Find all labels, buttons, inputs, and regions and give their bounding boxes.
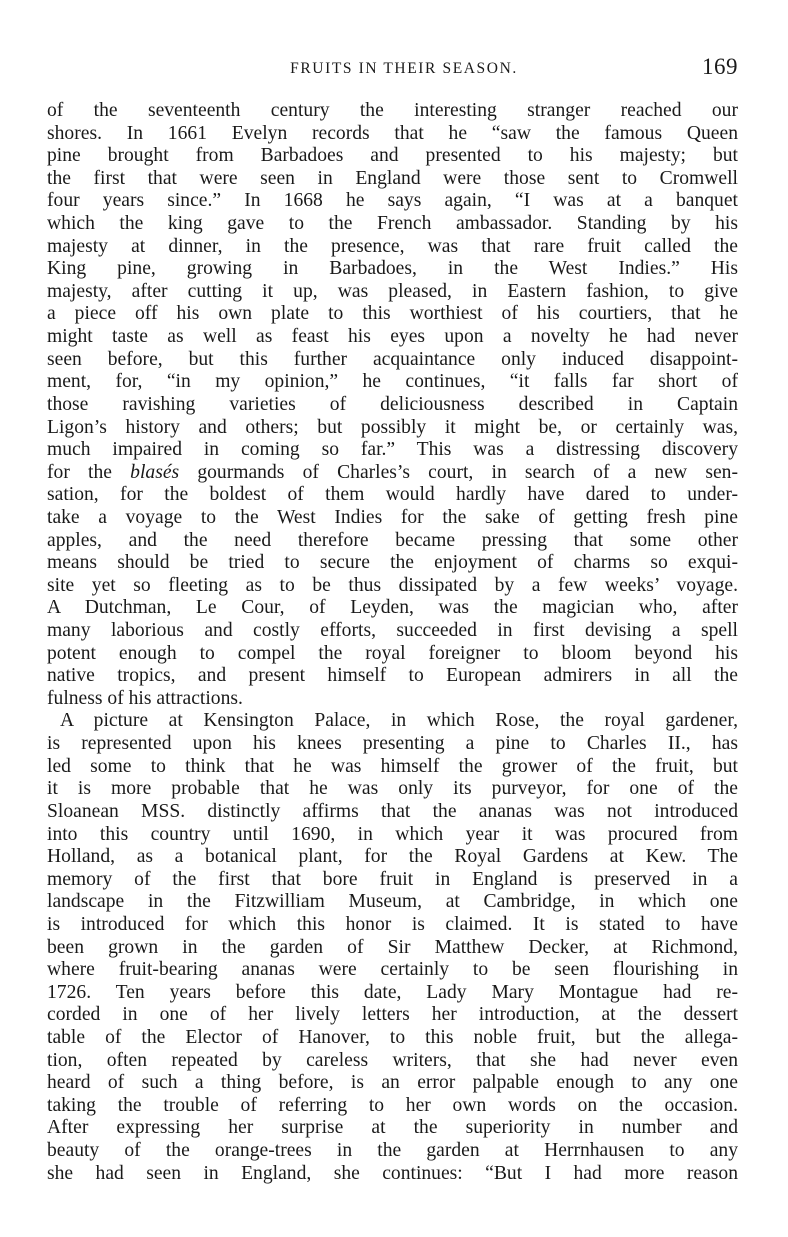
body-text xyxy=(47,100,738,1185)
text-line: where fruit-bearing ananas were certainly to be seen flourishing in xyxy=(47,959,738,981)
text-line: it is more probable that he was only its purveyor, for one of the xyxy=(47,778,738,800)
text-line: majesty at dinner, in the presence, was that rare fruit called the xyxy=(47,235,738,257)
text-line: four years since.” In 1668 he says again, “I was at a banquet xyxy=(47,190,738,212)
text-line: many laborious and costly efforts, succeeded in first devising a spell xyxy=(47,620,738,642)
text-line: of the seventeenth century the interesting stranger reached our xyxy=(47,100,738,121)
text-line: much impaired in coming so far.” This was a distressing discovery xyxy=(47,439,738,461)
running-head xyxy=(46,56,736,86)
text-line: After expressing her surprise at the superiority in number and xyxy=(47,1117,738,1139)
text-line: is represented upon his knees presenting a pine to Charles II., has xyxy=(47,733,738,755)
text-line: means should be tried to secure the enjoyment of charms so exqui- xyxy=(47,552,738,574)
text-line: shores. In 1661 Evelyn records that he “saw the famous Queen xyxy=(47,122,738,144)
text-line: memory of the first that bore fruit in England is preserved in a xyxy=(47,868,738,890)
text-line: heard of such a thing before, is an error palpable enough to any one xyxy=(47,1072,738,1094)
text-line: take a voyage to the West Indies for the sake of getting fresh pine xyxy=(47,506,738,528)
text-line: majesty, after cutting it up, was pleased, in Eastern fashion, to give xyxy=(47,280,738,302)
text-line: led some to think that he was himself the grower of the fruit, but xyxy=(47,755,738,777)
text-line: Holland, as a botanical plant, for the Royal Gardens at Kew. The xyxy=(47,846,738,868)
text-line: she had seen in England, she continues: “But I had more reason xyxy=(47,1162,738,1184)
text-line: corded in one of her lively letters her introduction, at the dessert xyxy=(47,1004,738,1026)
text-line: landscape in the Fitzwilliam Museum, at Cambridge, in which one xyxy=(47,891,738,913)
text-line: sation, for the boldest of them would hardly have dared to under- xyxy=(47,484,738,506)
text-line: tion, often repeated by careless writers, that she had never even xyxy=(47,1049,738,1071)
text-line: for the blasés gourmands of Charles’s court, in search of a new sen- xyxy=(47,461,738,483)
text-line: native tropics, and present himself to European admirers in all the xyxy=(47,665,738,687)
text-line: potent enough to compel the royal foreigner to bloom beyond his xyxy=(47,642,738,664)
paragraph-1 xyxy=(47,100,738,710)
text-line: which the king gave to the French ambassador. Standing by his xyxy=(47,213,738,235)
text-line: the first that were seen in England were those sent to Cromwell xyxy=(47,167,738,189)
text-line: A picture at Kensington Palace, in which Rose, the royal gardener, xyxy=(60,710,738,732)
text-line: site yet so fleeting as to be thus dissipated by a few weeks’ voyage. xyxy=(47,574,738,596)
text-line: beauty of the orange-trees in the garden at Herrnhausen to any xyxy=(47,1140,738,1162)
text-line: 1726. Ten years before this date, Lady Mary Montague had re- xyxy=(47,981,738,1003)
text-line: pine brought from Barbadoes and presented to his majesty; but xyxy=(47,145,738,167)
text-line: is introduced for which this honor is claimed. It is stated to have xyxy=(47,913,738,935)
text-line: King pine, growing in Barbadoes, in the West Indies.” His xyxy=(47,258,738,280)
paragraph-2 xyxy=(47,710,738,1185)
text-line: Ligon’s history and others; but possibly it might be, or certainly was, xyxy=(47,416,738,438)
text-line: table of the Elector of Hanover, to this noble fruit, but the allega- xyxy=(47,1026,738,1048)
page-number: 169 xyxy=(702,54,738,79)
text-line: might taste as well as feast his eyes upon a novelty he had never xyxy=(47,326,738,348)
text-line: seen before, but this further acquaintance only induced disappoint- xyxy=(47,348,738,370)
text-line: ment, for, “in my opinion,” he continues, “it falls far short of xyxy=(47,371,738,393)
text-line: a piece off his own plate to this worthiest of his courtiers, that he xyxy=(47,303,738,325)
text-line: Sloanean MSS. distinctly affirms that the ananas was not introduced xyxy=(47,800,738,822)
text-line: been grown in the garden of Sir Matthew Decker, at Richmond, xyxy=(47,936,738,958)
text-line: apples, and the need therefore became pressing that some other xyxy=(47,529,738,551)
text-line: into this country until 1690, in which year it was procured from xyxy=(47,823,738,845)
text-line: those ravishing varieties of deliciousness described in Captain xyxy=(47,393,738,415)
running-title: FRUITS IN THEIR SEASON. xyxy=(290,60,518,77)
text-line: taking the trouble of referring to her own words on the occasion. xyxy=(47,1094,738,1116)
text-line: fulness of his attractions. xyxy=(47,687,243,709)
text-line: A Dutchman, Le Cour, of Leyden, was the magician who, after xyxy=(47,597,738,619)
